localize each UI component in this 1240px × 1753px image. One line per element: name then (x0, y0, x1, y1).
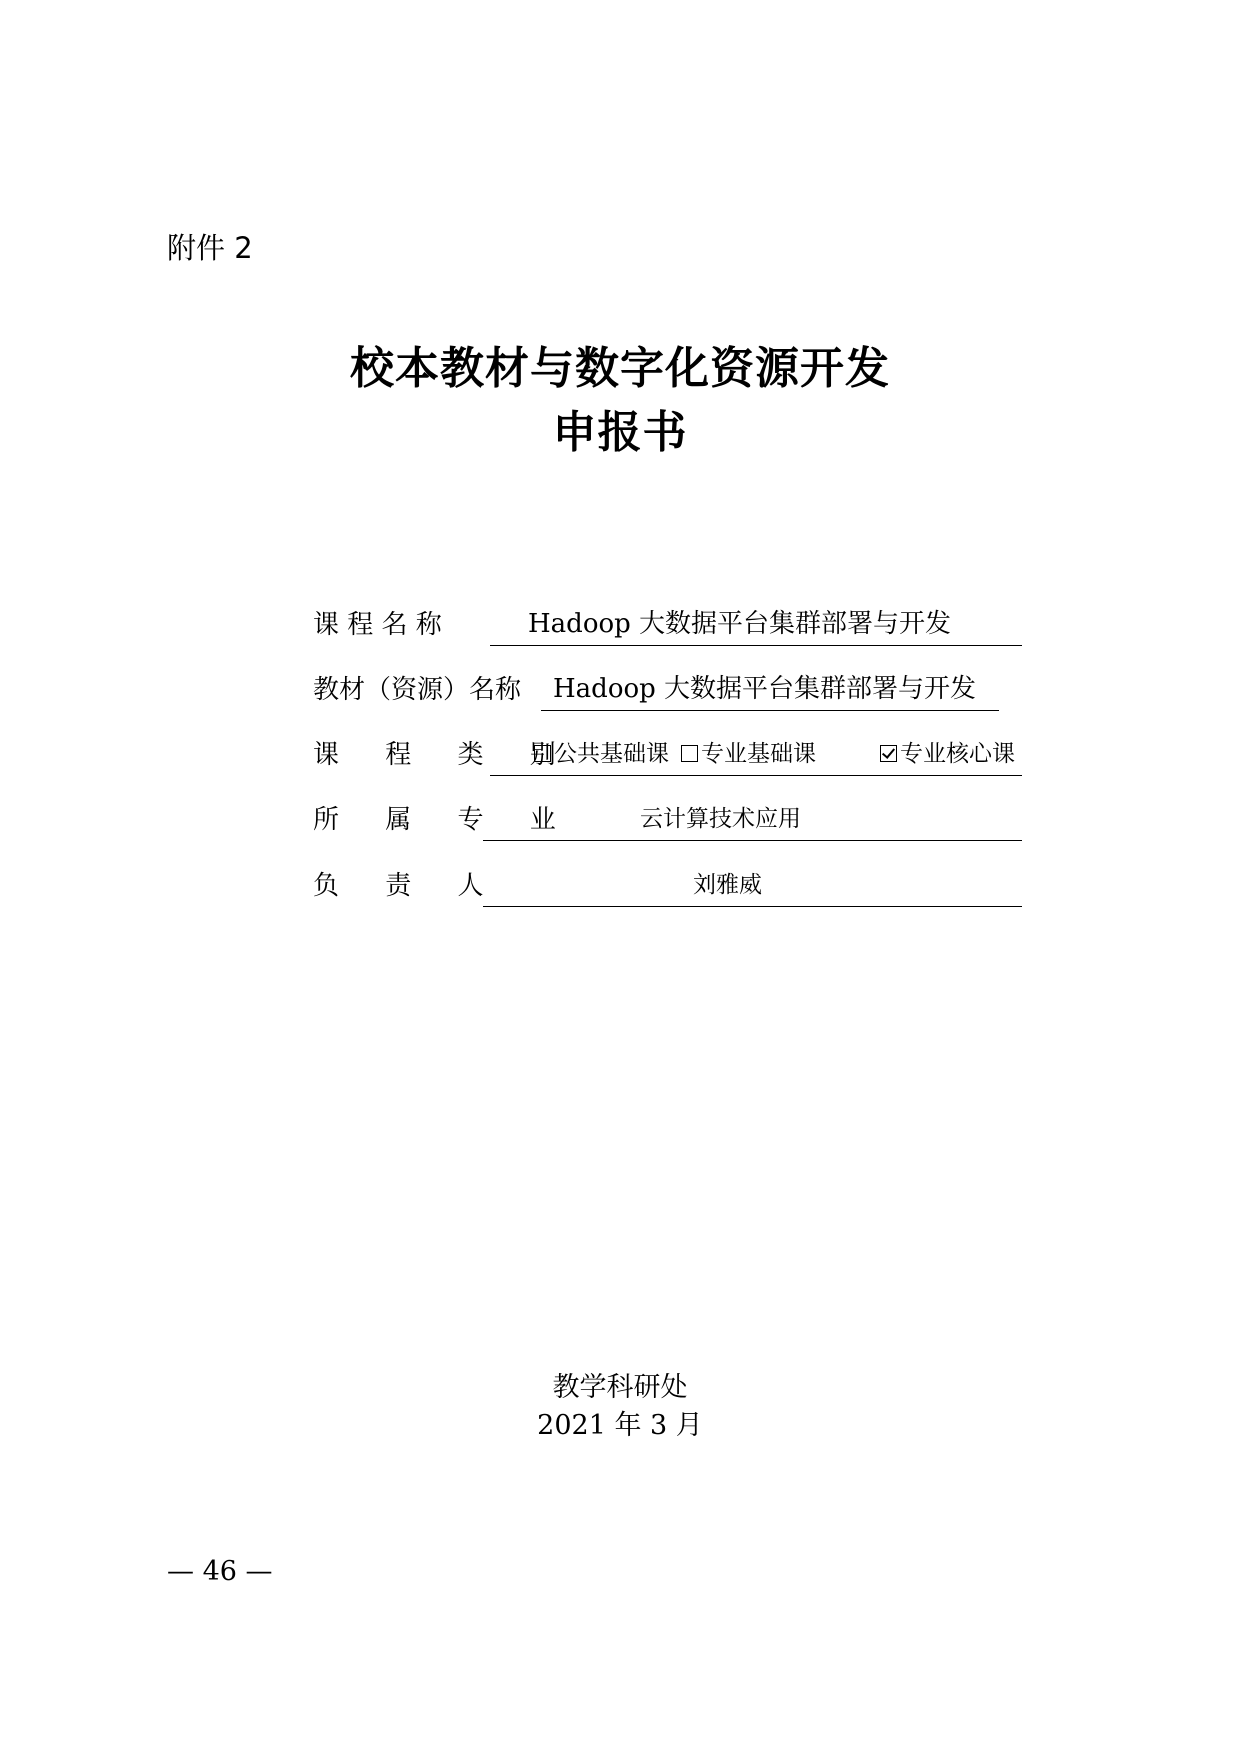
category-option-professional-core[interactable]: 专业核心课 (880, 735, 1015, 773)
owner-value: 刘雅威 (693, 872, 762, 898)
checkbox-unchecked-icon[interactable] (534, 745, 551, 762)
category-option-public-basic[interactable]: 公共基础课 (534, 735, 669, 773)
form-row-material-name (0, 670, 1240, 710)
category-option-professional-basic[interactable]: 专业基础课 (681, 735, 816, 773)
document-title: 校本教材与数字化资源开发 (350, 343, 890, 394)
document-subtitle: 申报书 (552, 407, 688, 458)
course-name-value: Hadoop 大数据平台集群部署与开发 (528, 609, 952, 639)
owner-label: 负 责 人 (313, 871, 503, 901)
form-row-owner (0, 866, 1240, 906)
issue-date: 2021 年 3 月 (537, 1410, 703, 1441)
checkbox-unchecked-icon[interactable] (681, 745, 698, 762)
material-name-label: 教材（资源）名称 (313, 675, 522, 705)
form-row-course-category (0, 735, 1240, 775)
course-category-label: 课 程 类 别 (313, 740, 575, 770)
page-number: — 46 — (167, 1556, 273, 1587)
material-name-value: Hadoop 大数据平台集群部署与开发 (553, 674, 977, 704)
owner-field (483, 866, 1022, 907)
course-name-field (490, 605, 1022, 646)
major-label: 所 属 专 业 (313, 805, 575, 835)
attachment-label: 附件 2 (167, 231, 253, 265)
course-name-label: 课 程 名 称 (313, 610, 442, 640)
checkbox-checked-icon[interactable] (880, 745, 897, 762)
form-row-course-name (0, 605, 1240, 645)
course-category-field (490, 735, 1022, 776)
issuing-department: 教学科研处 (552, 1372, 688, 1403)
material-name-field (541, 670, 999, 711)
major-value: 云计算技术应用 (640, 806, 801, 832)
form-row-major (0, 800, 1240, 840)
major-field (483, 800, 1022, 841)
